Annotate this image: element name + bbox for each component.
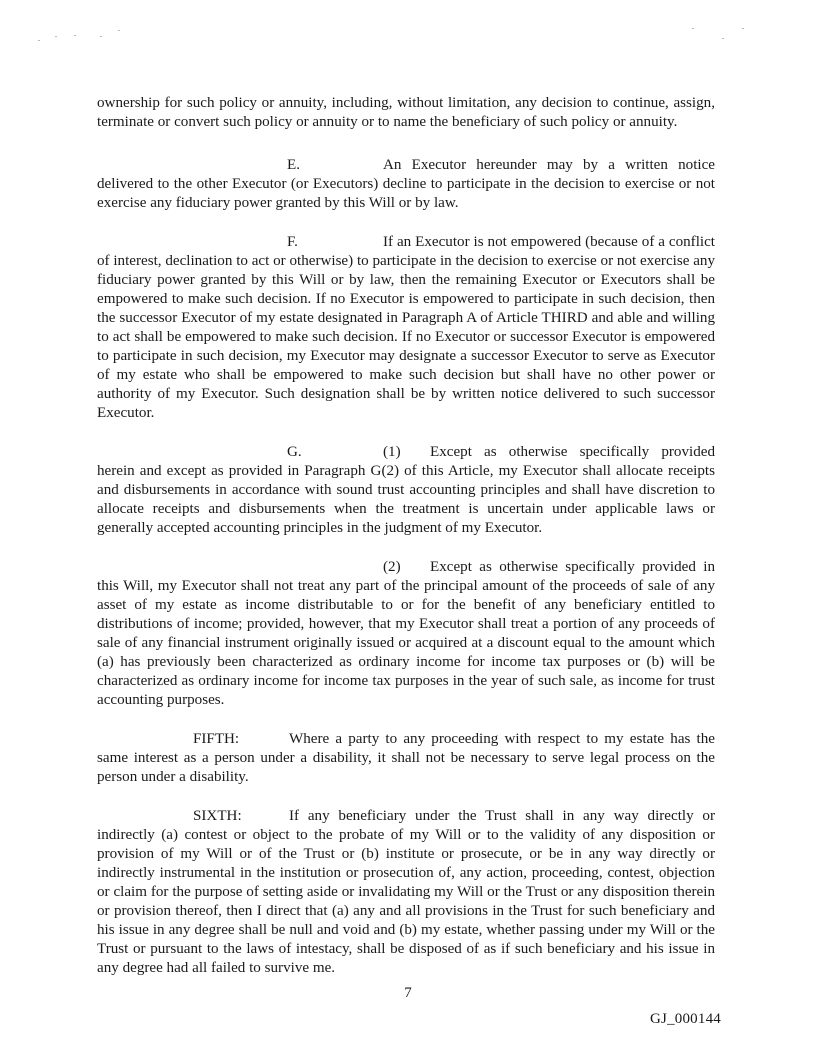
paragraph-f-label: F.	[287, 234, 298, 250]
paragraph-f-text: If an Executor is not empowered (because of a conflict of interest, declination to act or otherwise) to participate in the decision to exercise or not exercise any fiduciary power granted by this Will or by law, then the remaining Executor or Executors shall be empowered to make such decision. If no Executor is empowered to participate in such decision, then the successor Executor of my estate designated in Paragraph A of Article THIRD and able and willing to act shall be empowered to make such decision. If no Executor or successor Executor is empowered to participate in such decision, my Executor may designate a successor Executor to serve as Executor of my estate who shall be empowered to make such decision but shall have no other power or authority of my Executor. Such designation shall be by written notice delivered to such successor Executor.	[97, 234, 715, 421]
paragraph-e-label: E.	[287, 157, 300, 173]
article-sixth-label: SIXTH:	[193, 808, 242, 824]
paragraph-f	[97, 233, 715, 423]
article-fifth-label: FIFTH:	[193, 731, 240, 747]
paragraph-g1-label: (1)	[383, 444, 401, 460]
paragraph-g2-text: Except as otherwise specifically provided in this Will, my Executor shall not treat any part of the principal amount of the proceeds of sale of any asset of my estate as income distributable to or for the benefit of any beneficiary entitled to distributions of income; provided, however, that my Executor shall treat a portion of any proceeds of sale of any financial instrument originally issued or acquired at a discount equal to the amount which (a) has previously been characterized as ordinary income for income tax purposes or (b) will be characterized as ordinary income for income tax purposes in the year of such sale, as income for trust accounting purposes.	[97, 559, 715, 708]
article-sixth-text: If any beneficiary under the Trust shall in any way directly or indirectly (a) contest or object to the probate of my Will or to the validity of any disposition or provision of my Will or of the Trust or (b) institute or prosecute, or be in any way directly or indirectly instrumental in the institution or prosecution of, any action, proceeding, contest, objection or claim for the purpose of setting aside or invalidating my Will or the Trust or any disposition therein or provision thereof, then I direct that (a) any and all provisions in the Trust for such beneficiary and his issue in any degree shall be null and void and (b) my estate, whether passing under my Will or the Trust or pursuant to the laws of intestacy, shall be disposed of as if such beneficiary and his issue in any degree had all failed to survive me.	[97, 808, 715, 976]
page-number: 7	[404, 985, 412, 1001]
paragraph-g-label: G.	[287, 444, 302, 460]
paragraph-g2	[97, 558, 715, 710]
scan-speck	[38, 40, 40, 41]
document-body	[97, 94, 715, 998]
paragraph-e	[97, 156, 715, 213]
paragraph-e-text: An Executor hereunder may by a written notice delivered to the other Executor (or Executors) decline to participate in the decision to exercise or not exercise any fiduciary power granted by this Will or by law.	[97, 157, 715, 211]
bates-number: GJ_000144	[650, 1011, 721, 1027]
article-sixth	[97, 807, 715, 978]
scan-speck	[74, 35, 76, 36]
article-fifth-text: Where a party to any proceeding with respect to my estate has the same interest as a person under a disability, it shall not be necessary to serve legal process on the person under a disability.	[97, 731, 715, 785]
article-fifth	[97, 730, 715, 787]
scan-speck	[118, 30, 120, 31]
scan-speck	[692, 28, 694, 29]
continuation-paragraph: ownership for such policy or annuity, including, without limitation, any decision to continue, assign, terminate or convert such policy or annuity or to name the beneficiary of such policy or annuity.	[97, 95, 715, 130]
paragraph-g2-label: (2)	[383, 559, 401, 575]
scan-speck	[55, 36, 57, 37]
scan-speck	[722, 38, 724, 39]
paragraph-g1-text: Except as otherwise specifically provided herein and except as provided in Paragraph G(2) of this Article, my Executor shall allocate receipts and disbursements in accordance with sound trust accounting principles and shall have discretion to allocate receipts and disbursements when the treatment is uncertain under applicable laws or generally accepted accounting principles in the judgment of my Executor.	[97, 444, 715, 536]
paragraph-g1	[97, 443, 715, 538]
scan-speck	[100, 36, 102, 37]
scan-speck	[742, 28, 744, 29]
